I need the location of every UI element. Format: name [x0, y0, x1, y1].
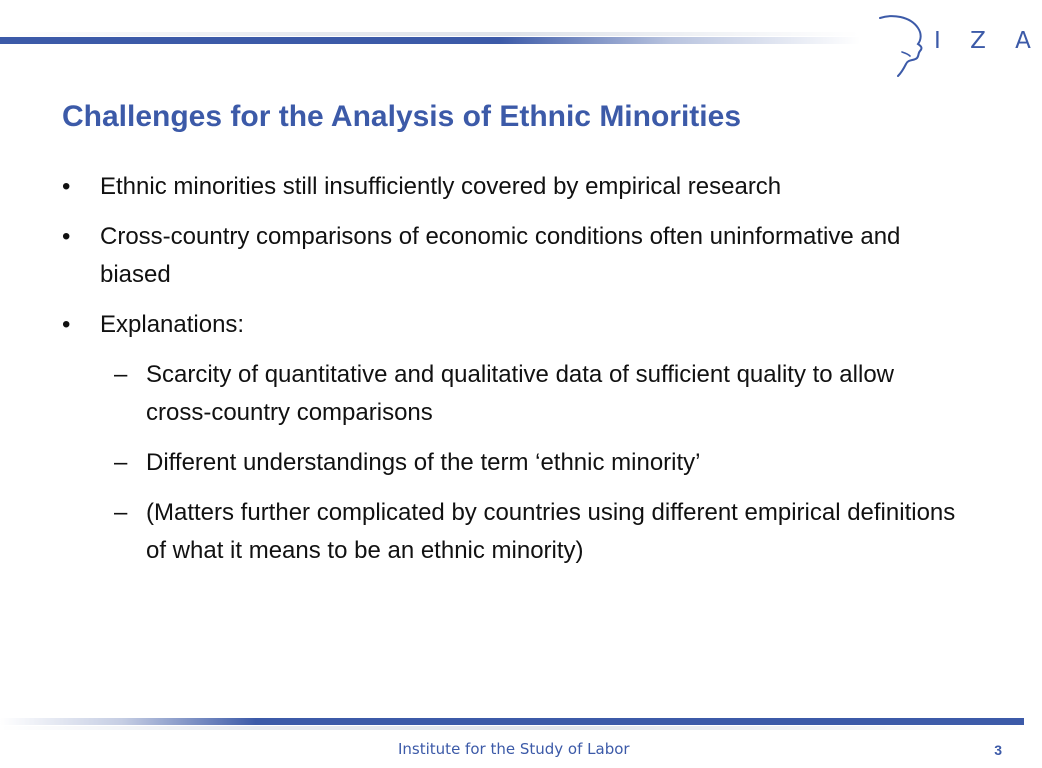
bullet-text: Ethnic minorities still insufficiently covered by empirical research	[100, 173, 782, 200]
sub-bullet-marker: –	[114, 499, 128, 526]
top-decorative-band	[0, 30, 860, 46]
bottom-band-light-stripe	[0, 726, 1024, 730]
top-band-light-stripe	[0, 32, 860, 36]
slide-body	[62, 168, 962, 582]
bullet-item	[62, 306, 962, 344]
sub-bullet-item	[62, 444, 962, 482]
sub-bullet-item	[62, 356, 962, 432]
sub-bullet-marker: –	[114, 449, 128, 476]
bullet-marker: •	[62, 173, 71, 200]
bullet-marker: •	[62, 223, 71, 250]
top-band-dark-stripe	[0, 37, 860, 44]
sub-bullet-item	[62, 494, 962, 570]
footer-institute-name: Institute for the Study of Labor	[398, 740, 630, 758]
bullet-text: Cross-country comparisons of economic conditions often uninformative and biased	[100, 223, 901, 288]
slide-title: Challenges for the Analysis of Ethnic Minorities	[62, 100, 741, 133]
sub-bullet-text: Scarcity of quantitative and qualitative data of sufficient quality to allow cross-country comparisons	[146, 361, 894, 426]
bullet-item	[62, 168, 962, 206]
bullet-marker: •	[62, 311, 71, 338]
bullet-text: Explanations:	[100, 311, 245, 338]
bullet-item	[62, 218, 962, 294]
bottom-band-dark-stripe	[0, 718, 1024, 725]
sub-bullet-text: Different understandings of the term ‘ethnic minority’	[146, 449, 701, 476]
iza-logo	[872, 12, 1042, 78]
logo-wordmark: I Z A	[934, 28, 1042, 54]
sub-bullet-text: (Matters further complicated by countries using different empirical definitions of what it means to be an ethnic minority)	[146, 499, 956, 564]
head-profile-icon	[872, 12, 930, 78]
bottom-decorative-band	[0, 716, 1024, 732]
sub-bullet-marker: –	[114, 361, 128, 388]
page-number: 3	[994, 742, 1002, 758]
